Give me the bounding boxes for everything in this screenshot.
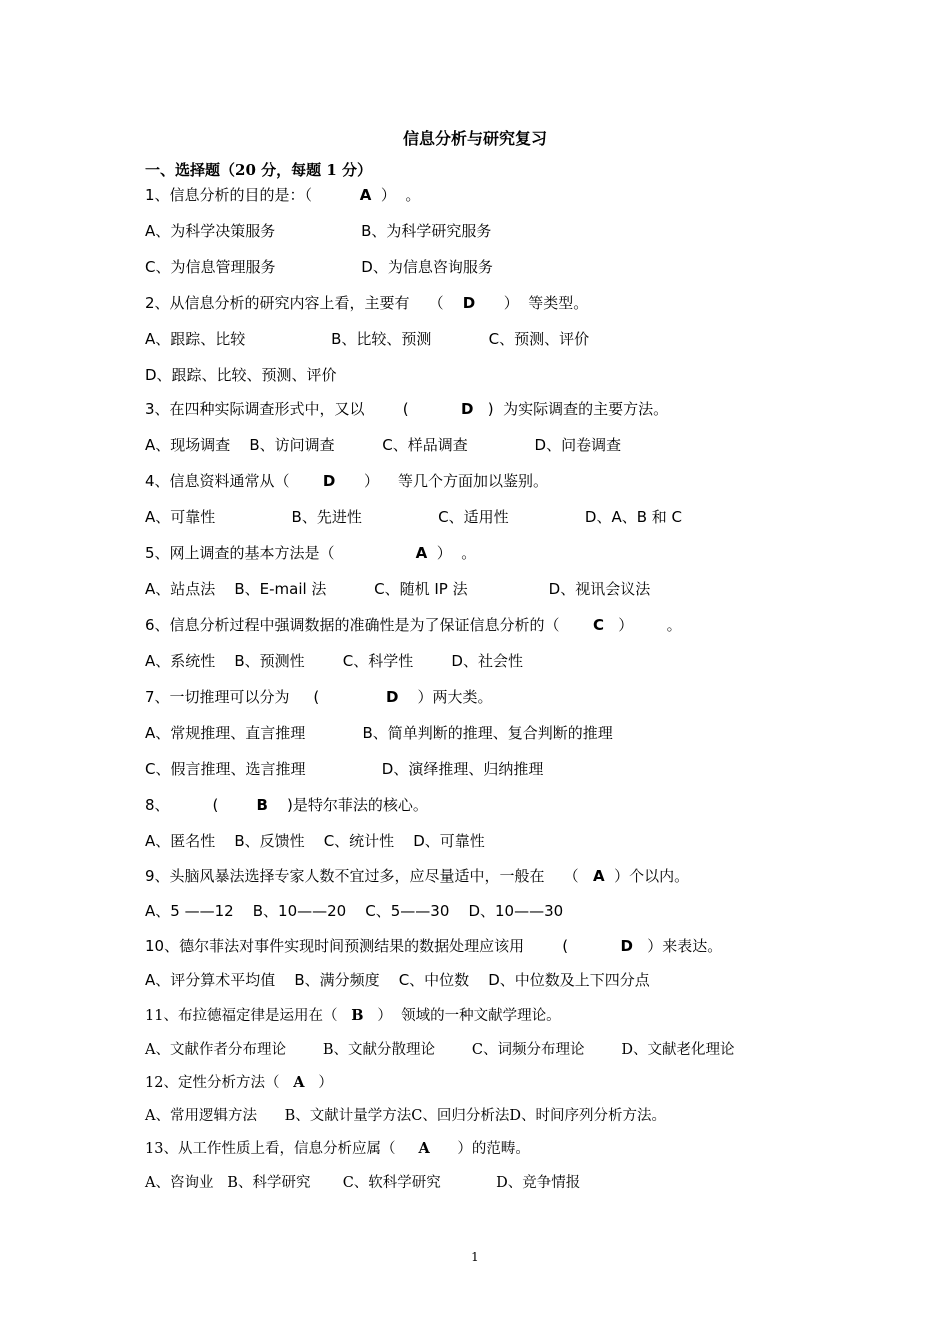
- line-text: 5、网上调查的基本方法是（: [145, 544, 416, 562]
- text-line: [145, 365, 337, 385]
- text-line: [145, 901, 563, 921]
- line-text: A、系统性 B、预测性 C、科学性 D、社会性: [145, 652, 523, 670]
- text-line: [145, 1139, 530, 1159]
- line-text: ） 等几个方面加以鉴别。: [335, 472, 549, 490]
- line-text: 6、信息分析过程中强调数据的准确性是为了保证信息分析的（: [145, 616, 593, 634]
- line-text: 1、信息分析的目的是：（: [145, 186, 360, 204]
- line-text: ） 等类型。: [475, 294, 589, 312]
- line-text: A、咨询业 B、科学研究 C、软科学研究 D、竞争情报: [145, 1175, 581, 1191]
- line-text: A、可靠性 B、先进性 C、适用性 D、A、B 和 C: [145, 508, 683, 526]
- answer-letter: D: [461, 400, 474, 418]
- line-text: C、为信息管理服务 D、为信息咨询服务: [145, 258, 493, 276]
- line-text: A、为科学决策服务 B、为科学研究服务: [145, 222, 492, 240]
- text-line: [145, 543, 476, 563]
- line-text: A、匿名性 B、反馈性 C、统计性 D、可靠性: [145, 832, 485, 850]
- page-number: 1: [471, 1250, 479, 1264]
- line-text: 2、从信息分析的研究内容上看，主要有 （: [145, 294, 463, 312]
- line-text: A、文献作者分布理论 B、文献分散理论 C、词频分布理论 D、文献老化理论: [145, 1042, 735, 1058]
- line-text: A、跟踪、比较 B、比较、预测 C、预测、评价: [145, 330, 590, 348]
- line-text: A、常用逻辑方法 B、文献计量学方法C、回归分析法D、时间序列分析方法。: [145, 1108, 666, 1124]
- line-text: 10、德尔菲法对事件实现时间预测结果的数据处理应该用 (: [145, 937, 621, 955]
- text-line: [145, 1073, 333, 1093]
- line-text: A、评分算术平均值 B、满分频度 C、中位数 D、中位数及上下四分点: [145, 971, 650, 989]
- line-text: D、跟踪、比较、预测、评价: [145, 366, 337, 384]
- text-line: [145, 795, 428, 815]
- line-text: A、现场调查 B、访问调查 C、样品调查 D、问卷调查: [145, 436, 622, 454]
- line-text: C、假言推理、选言推理 D、演绎推理、归纳推理: [145, 760, 544, 778]
- text-line: [145, 221, 491, 241]
- text-line: [145, 687, 493, 707]
- line-text: )是特尔菲法的核心。: [267, 796, 428, 814]
- line-text: ） 。: [427, 544, 477, 562]
- line-text: ） 领域的一种文献学理论。: [363, 1008, 561, 1024]
- line-text: 8、 (: [145, 796, 257, 814]
- text-line: [145, 866, 689, 886]
- text-line: [145, 723, 613, 743]
- text-line: [145, 435, 621, 455]
- text-line: [145, 970, 650, 990]
- answer-letter: D: [620, 937, 633, 955]
- text-line: [145, 651, 523, 671]
- line-text: 11、布拉德福定律是运用在（: [145, 1008, 352, 1024]
- line-text: A、站点法 B、E-mail 法 C、随机 IP 法 D、视讯会议法: [145, 580, 651, 598]
- answer-letter: A: [415, 544, 428, 562]
- line-text: ) 为实际调查的主要方法。: [473, 400, 669, 418]
- answer-letter: B: [351, 1007, 364, 1024]
- line-text: 9、头脑风暴法选择专家人数不宜过多，应尽量适中，一般在 （: [145, 867, 593, 885]
- answer-letter: A: [293, 1074, 305, 1091]
- answer-letter: C: [592, 616, 604, 634]
- line-text: ）来表达。: [633, 937, 723, 955]
- text-line: [145, 615, 682, 635]
- text-line: [145, 831, 485, 851]
- line-text: 3、在四种实际调查形式中，又以 (: [145, 400, 461, 418]
- text-line: [145, 471, 548, 491]
- line-text: 13、从工作性质上看，信息分析应属（: [145, 1141, 419, 1157]
- text-line: [145, 759, 543, 779]
- answer-letter: A: [359, 186, 372, 204]
- line-text: 4、信息资料通常从（: [145, 472, 323, 490]
- text-line: [145, 579, 650, 599]
- text-line: [145, 507, 682, 527]
- text-line: [145, 936, 722, 956]
- answer-letter: A: [418, 1140, 430, 1157]
- line-text: ） 。: [603, 616, 682, 634]
- answer-letter: A: [592, 867, 605, 885]
- line-text: ）的范畴。: [429, 1141, 530, 1157]
- answer-letter: D: [386, 688, 399, 706]
- text-line: [145, 1173, 580, 1193]
- line-text: ） 。: [371, 186, 421, 204]
- page-title: 信息分析与研究复习: [402, 129, 547, 148]
- text-line: [145, 399, 668, 419]
- text-line: [145, 1106, 666, 1126]
- line-text: A、5 ——12 B、10——20 C、5——30 D、10——30: [145, 902, 564, 920]
- text-line: [145, 257, 493, 277]
- answer-letter: B: [256, 796, 268, 814]
- line-text: ）个以内。: [604, 867, 690, 885]
- section-heading: 一、选择题（20 分，每题 1 分）: [145, 161, 372, 179]
- line-text: 12、定性分析方法（: [145, 1075, 294, 1091]
- line-text: 7、一切推理可以分为 (: [145, 688, 386, 706]
- text-line: [145, 293, 588, 313]
- text-line: [145, 185, 420, 205]
- text-line: [145, 1040, 734, 1060]
- text-line: [145, 329, 589, 349]
- answer-letter: D: [322, 472, 336, 490]
- text-line: [145, 1006, 561, 1026]
- line-text: ）两大类。: [398, 688, 493, 706]
- answer-letter: D: [462, 294, 476, 312]
- line-text: ）: [304, 1075, 333, 1091]
- line-text: A、常规推理、直言推理 B、简单判断的推理、复合判断的推理: [145, 724, 613, 742]
